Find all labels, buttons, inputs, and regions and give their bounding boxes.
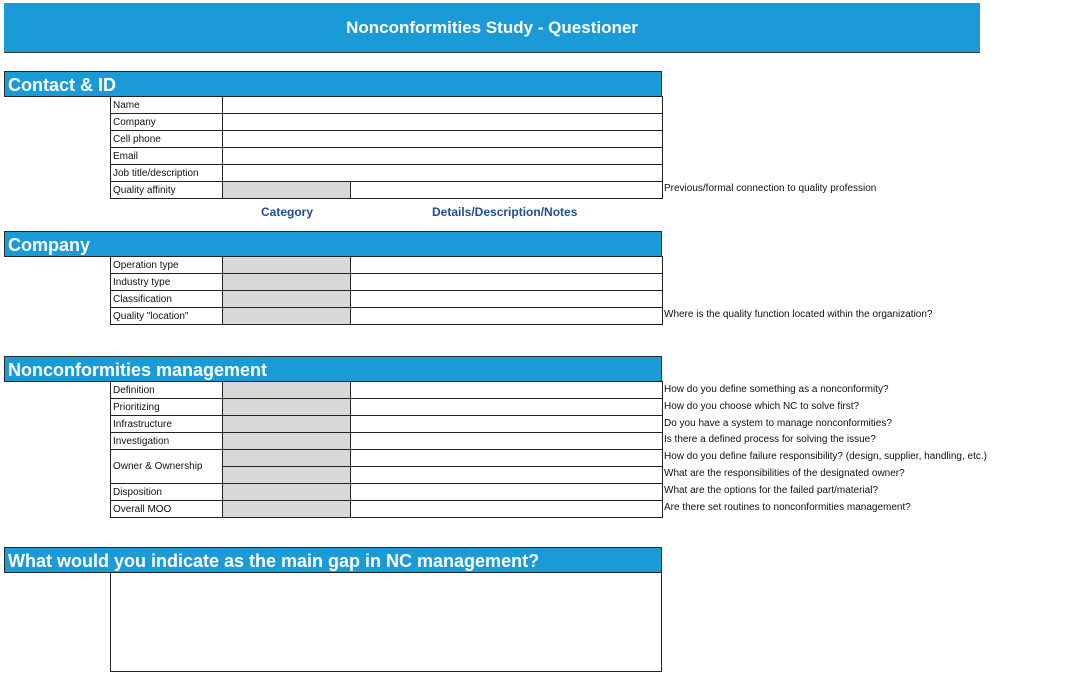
page-title: Nonconformities Study - Questioner [4,3,980,53]
section-heading-contact: Contact & ID [4,71,662,97]
table-row [111,131,663,148]
field-label: Job title/description [111,165,223,182]
table-row [111,257,663,274]
prioritizing-category-field[interactable] [223,399,351,416]
field-label: Cell phone [111,131,223,148]
gap-answer-box[interactable] [110,572,662,672]
quality-location-category-field[interactable] [223,308,351,325]
quality-location-notes-field[interactable] [351,308,663,325]
company-table [110,256,663,325]
section-heading-company: Company [4,231,662,257]
field-label: Industry type [111,274,223,291]
quality-affinity-category-field[interactable] [223,182,351,199]
field-label: Classification [111,291,223,308]
table-row [111,97,663,114]
field-label: Operation type [111,257,223,274]
field-label: Company [111,114,223,131]
industry-type-notes-field[interactable] [351,274,663,291]
nc-management-table [110,381,663,518]
owner-duties-note: What are the responsibilities of the designated owner? [664,468,905,479]
investigation-notes-field[interactable] [351,433,663,450]
quality-affinity-notes-field[interactable] [351,182,663,199]
investigation-category-field[interactable] [223,433,351,450]
field-label: Disposition [111,484,223,501]
company-field[interactable] [223,114,663,131]
operation-type-notes-field[interactable] [351,257,663,274]
quality-location-note: Where is the quality function located within the organization? [664,309,933,320]
field-label: Prioritizing [111,399,223,416]
section-heading-nc-management: Nonconformities management [4,356,662,382]
field-label: Infrastructure [111,416,223,433]
ownership-responsibility-category-field[interactable] [223,450,351,467]
category-column-header: Category [261,205,314,219]
owner-duties-category-field[interactable] [223,467,351,484]
cell-phone-field[interactable] [223,131,663,148]
table-row [111,433,663,450]
table-row [111,165,663,182]
definition-note: How do you define something as a nonconformity? [664,384,889,395]
operation-type-category-field[interactable] [223,257,351,274]
table-row [111,308,663,325]
table-row [111,182,663,199]
overall-moo-notes-field[interactable] [351,501,663,518]
details-column-header: Details/Description/Notes [432,205,578,219]
field-label: Overall MOO [111,501,223,518]
email-field[interactable] [223,148,663,165]
table-row [111,148,663,165]
table-row [111,399,663,416]
classification-category-field[interactable] [223,291,351,308]
infrastructure-notes-field[interactable] [351,416,663,433]
table-row [111,382,663,399]
infrastructure-category-field[interactable] [223,416,351,433]
table-row [111,501,663,518]
name-field[interactable] [223,97,663,114]
definition-notes-field[interactable] [351,382,663,399]
overall-moo-note: Are there set routines to nonconformities management? [664,502,911,513]
classification-notes-field[interactable] [351,291,663,308]
table-row [111,416,663,433]
overall-moo-category-field[interactable] [223,501,351,518]
disposition-note: What are the options for the failed part/material? [664,485,879,496]
field-label: Owner & Ownership [111,450,223,484]
ownership-responsibility-note: How do you define failure responsibility? (design, supplier, handling, etc.) [664,451,987,462]
table-row [111,291,663,308]
disposition-category-field[interactable] [223,484,351,501]
prioritizing-notes-field[interactable] [351,399,663,416]
table-row [111,450,663,467]
prioritizing-note: How do you choose which NC to solve first? [664,401,860,412]
field-label: Investigation [111,433,223,450]
table-row [111,274,663,291]
disposition-notes-field[interactable] [351,484,663,501]
job-title-field[interactable] [223,165,663,182]
investigation-note: Is there a defined process for solving the issue? [664,434,876,445]
definition-category-field[interactable] [223,382,351,399]
field-label: Definition [111,382,223,399]
field-label: Quality "location" [111,308,223,325]
field-label: Quality affinity [111,182,223,199]
contact-table [110,96,663,199]
quality-affinity-note: Previous/formal connection to quality profession [664,183,877,194]
field-label: Name [111,97,223,114]
infrastructure-note: Do you have a system to manage nonconformities? [664,418,892,429]
industry-type-category-field[interactable] [223,274,351,291]
ownership-responsibility-notes-field[interactable] [351,450,663,467]
section-heading-gap: What would you indicate as the main gap in NC management? [4,547,662,573]
owner-duties-notes-field[interactable] [351,467,663,484]
table-row [111,114,663,131]
field-label: Email [111,148,223,165]
table-row [111,484,663,501]
